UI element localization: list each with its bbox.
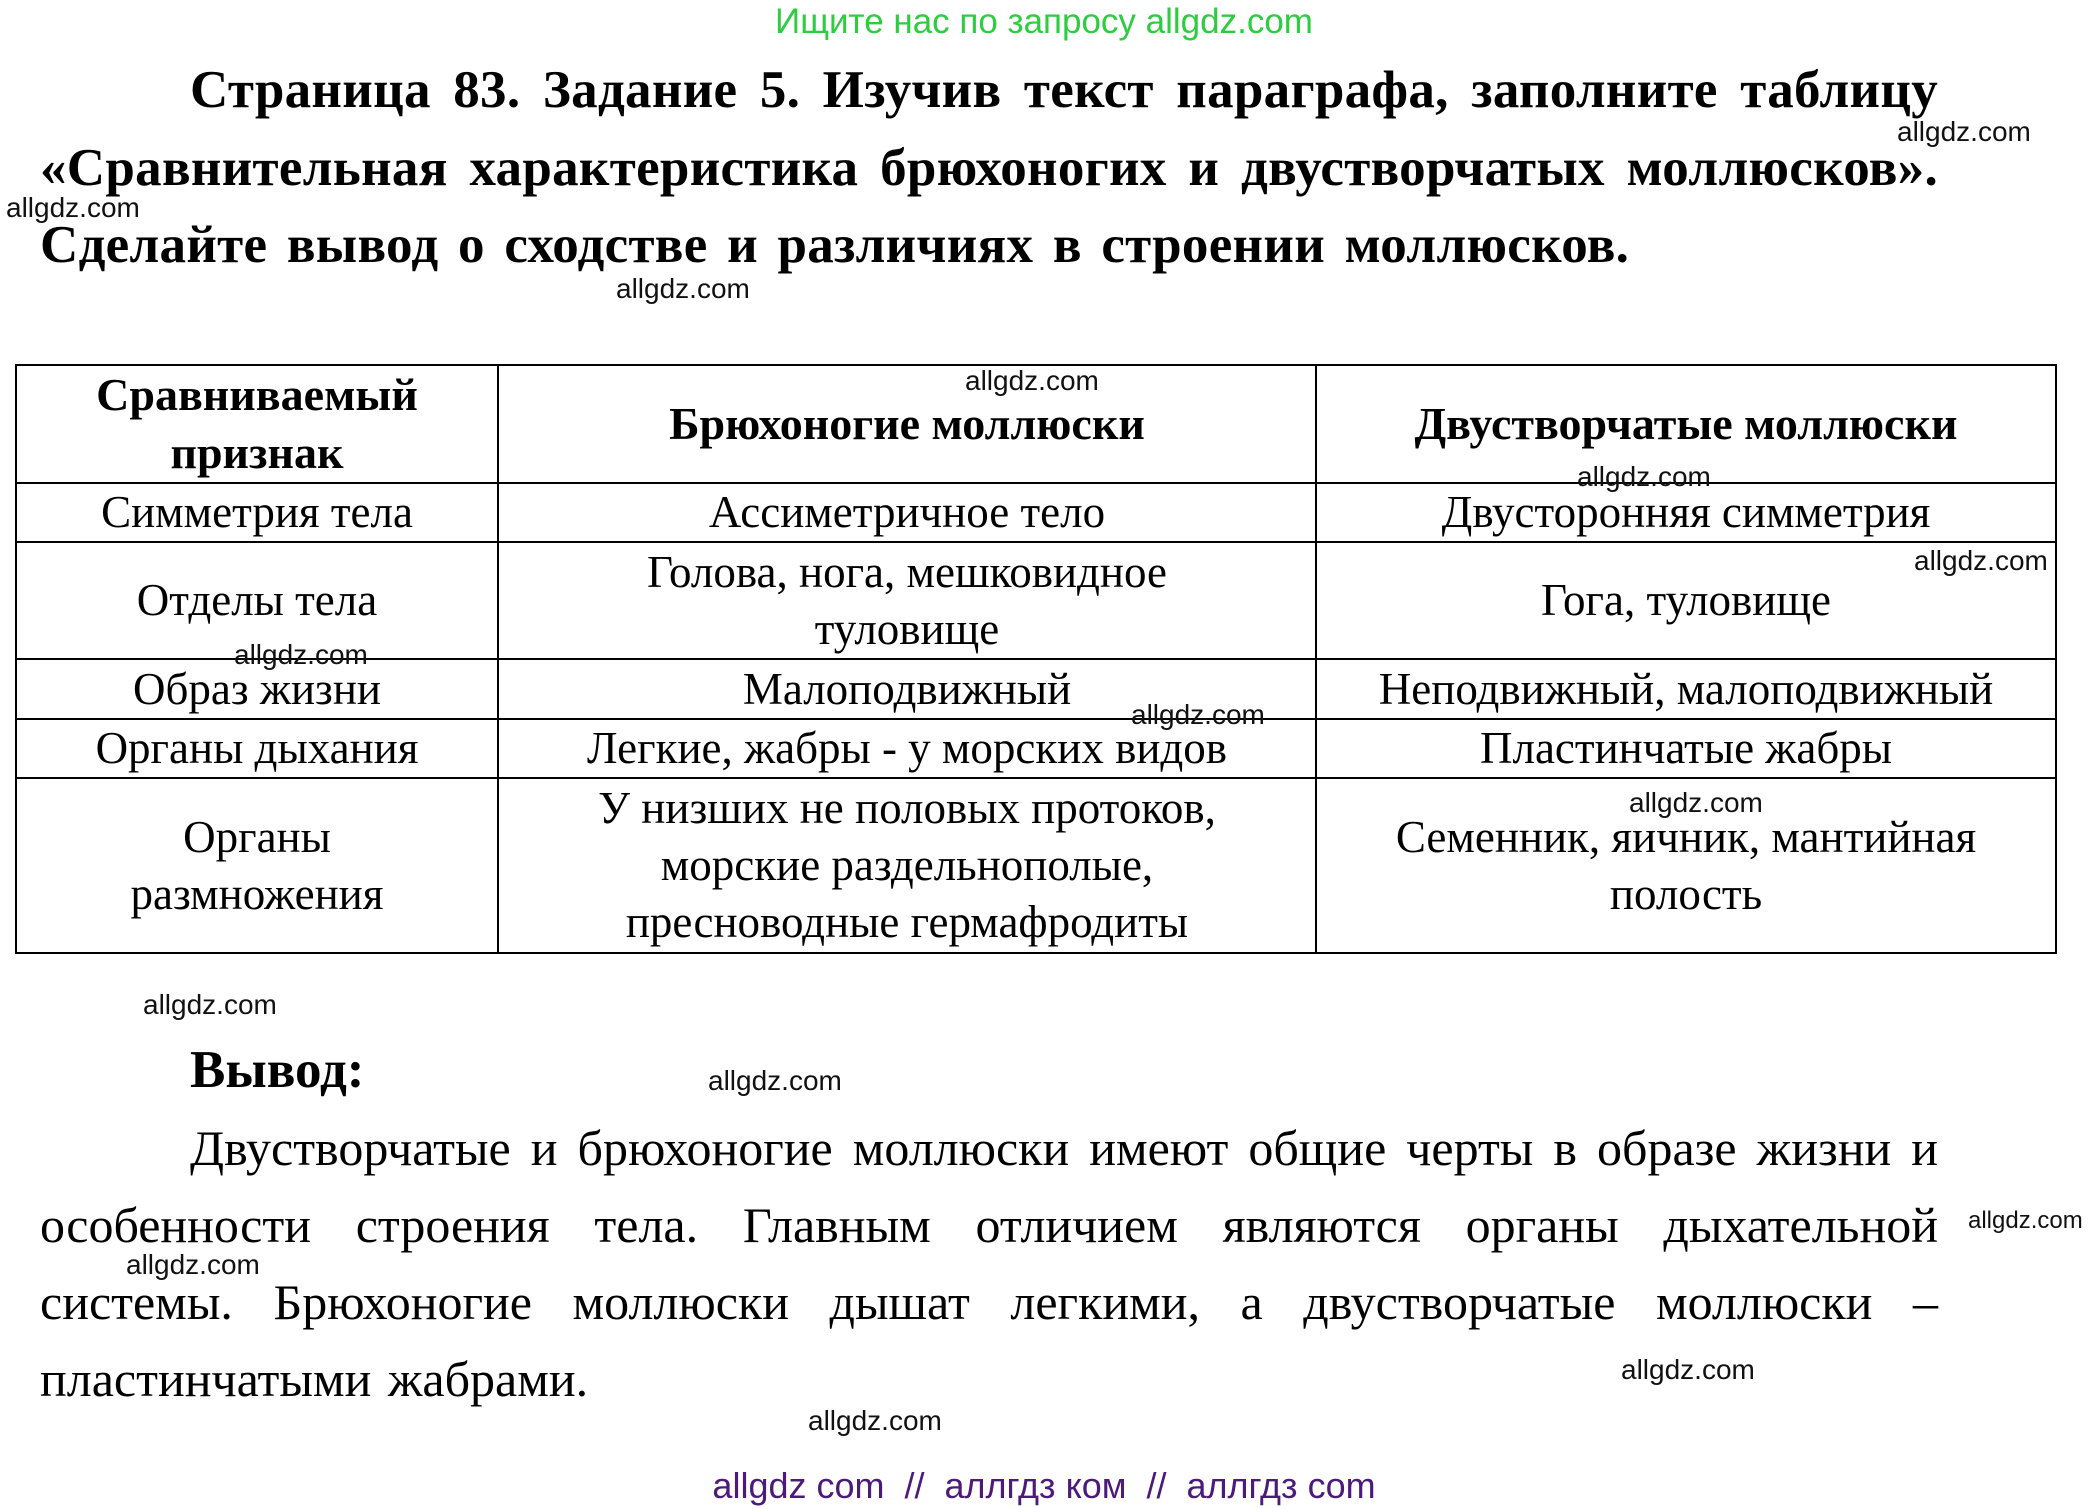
watermark: allgdz.com — [143, 989, 277, 1020]
watermark: allgdz.com — [6, 192, 140, 223]
cell-gastropods: Легкие, жабры - у морских видов — [498, 719, 1316, 778]
watermark: allgdz.com — [965, 365, 1099, 396]
watermark: allgdz.com — [126, 1249, 260, 1280]
cell-feature: Симметрия тела — [16, 483, 498, 542]
watermark: allgdz.com — [1621, 1354, 1755, 1385]
watermark: allgdz.com — [1629, 787, 1763, 818]
footer-links: allgdz com // аллгдз ком // аллгдз com — [712, 1465, 1376, 1506]
watermark: allgdz.com — [708, 1065, 842, 1096]
cell-bivalves: Пластинчатые жабры — [1316, 719, 2056, 778]
cell-gastropods: Малоподвижный — [498, 659, 1316, 719]
search-banner: Ищите нас по запросу allgdz.com — [775, 2, 1313, 41]
cell-gastropods: Ассиметричное тело — [498, 483, 1316, 542]
watermark: allgdz.com — [234, 639, 368, 670]
table-row — [16, 719, 2056, 778]
column-header-feature: Сравниваемый признак — [16, 365, 498, 483]
watermark: allgdz.com — [1968, 1207, 2083, 1234]
cell-gastropods: Голова, нога, мешковидное туловище — [498, 542, 1316, 659]
cell-bivalves: Семенник, яичник, мантийная полость — [1316, 778, 2056, 953]
conclusion-title: Вывод: — [190, 1041, 365, 1099]
watermark: allgdz.com — [1577, 461, 1711, 492]
watermark: allgdz.com — [1897, 116, 2031, 147]
cell-feature: Отделы тела — [16, 542, 498, 659]
watermark: allgdz.com — [616, 273, 750, 304]
cell-gastropods: У низших не половых протоков, морские раздельнополые, пресноводные гермафродиты — [498, 778, 1316, 953]
cell-bivalves: Гога, туловище — [1316, 542, 2056, 659]
task-heading: Страница 83. Задание 5. Изучив текст параграфа, заполните таблицу «Сравнительная характеристика брюхоногих и двустворчатых моллюсков». Сделайте вывод о сходстве и различиях в строении моллюсков. — [40, 61, 1938, 274]
cell-feature: Органы размножения — [16, 778, 498, 953]
watermark: allgdz.com — [808, 1405, 942, 1436]
column-header-gastropods: Брюхоногие моллюски — [498, 365, 1316, 483]
conclusion-text: Двустворчатые и брюхоногие моллюски имеют общие черты в образе жизни и особенности строения тела. Главным отличием являются органы дыхательной системы. Брюхоногие моллюски дышат легкими, а двустворчатые моллюски – пластинчатыми жабрами. — [40, 1120, 1938, 1407]
cell-bivalves: Двусторонняя симметрия — [1316, 483, 2056, 542]
column-header-bivalves: Двустворчатые моллюски — [1316, 365, 2056, 483]
cell-bivalves: Неподвижный, малоподвижный — [1316, 659, 2056, 719]
watermark: allgdz.com — [1131, 699, 1265, 730]
cell-feature: Образ жизни — [16, 659, 498, 719]
watermark: allgdz.com — [1914, 545, 2048, 576]
cell-feature: Органы дыхания — [16, 719, 498, 778]
table-row — [16, 483, 2056, 542]
